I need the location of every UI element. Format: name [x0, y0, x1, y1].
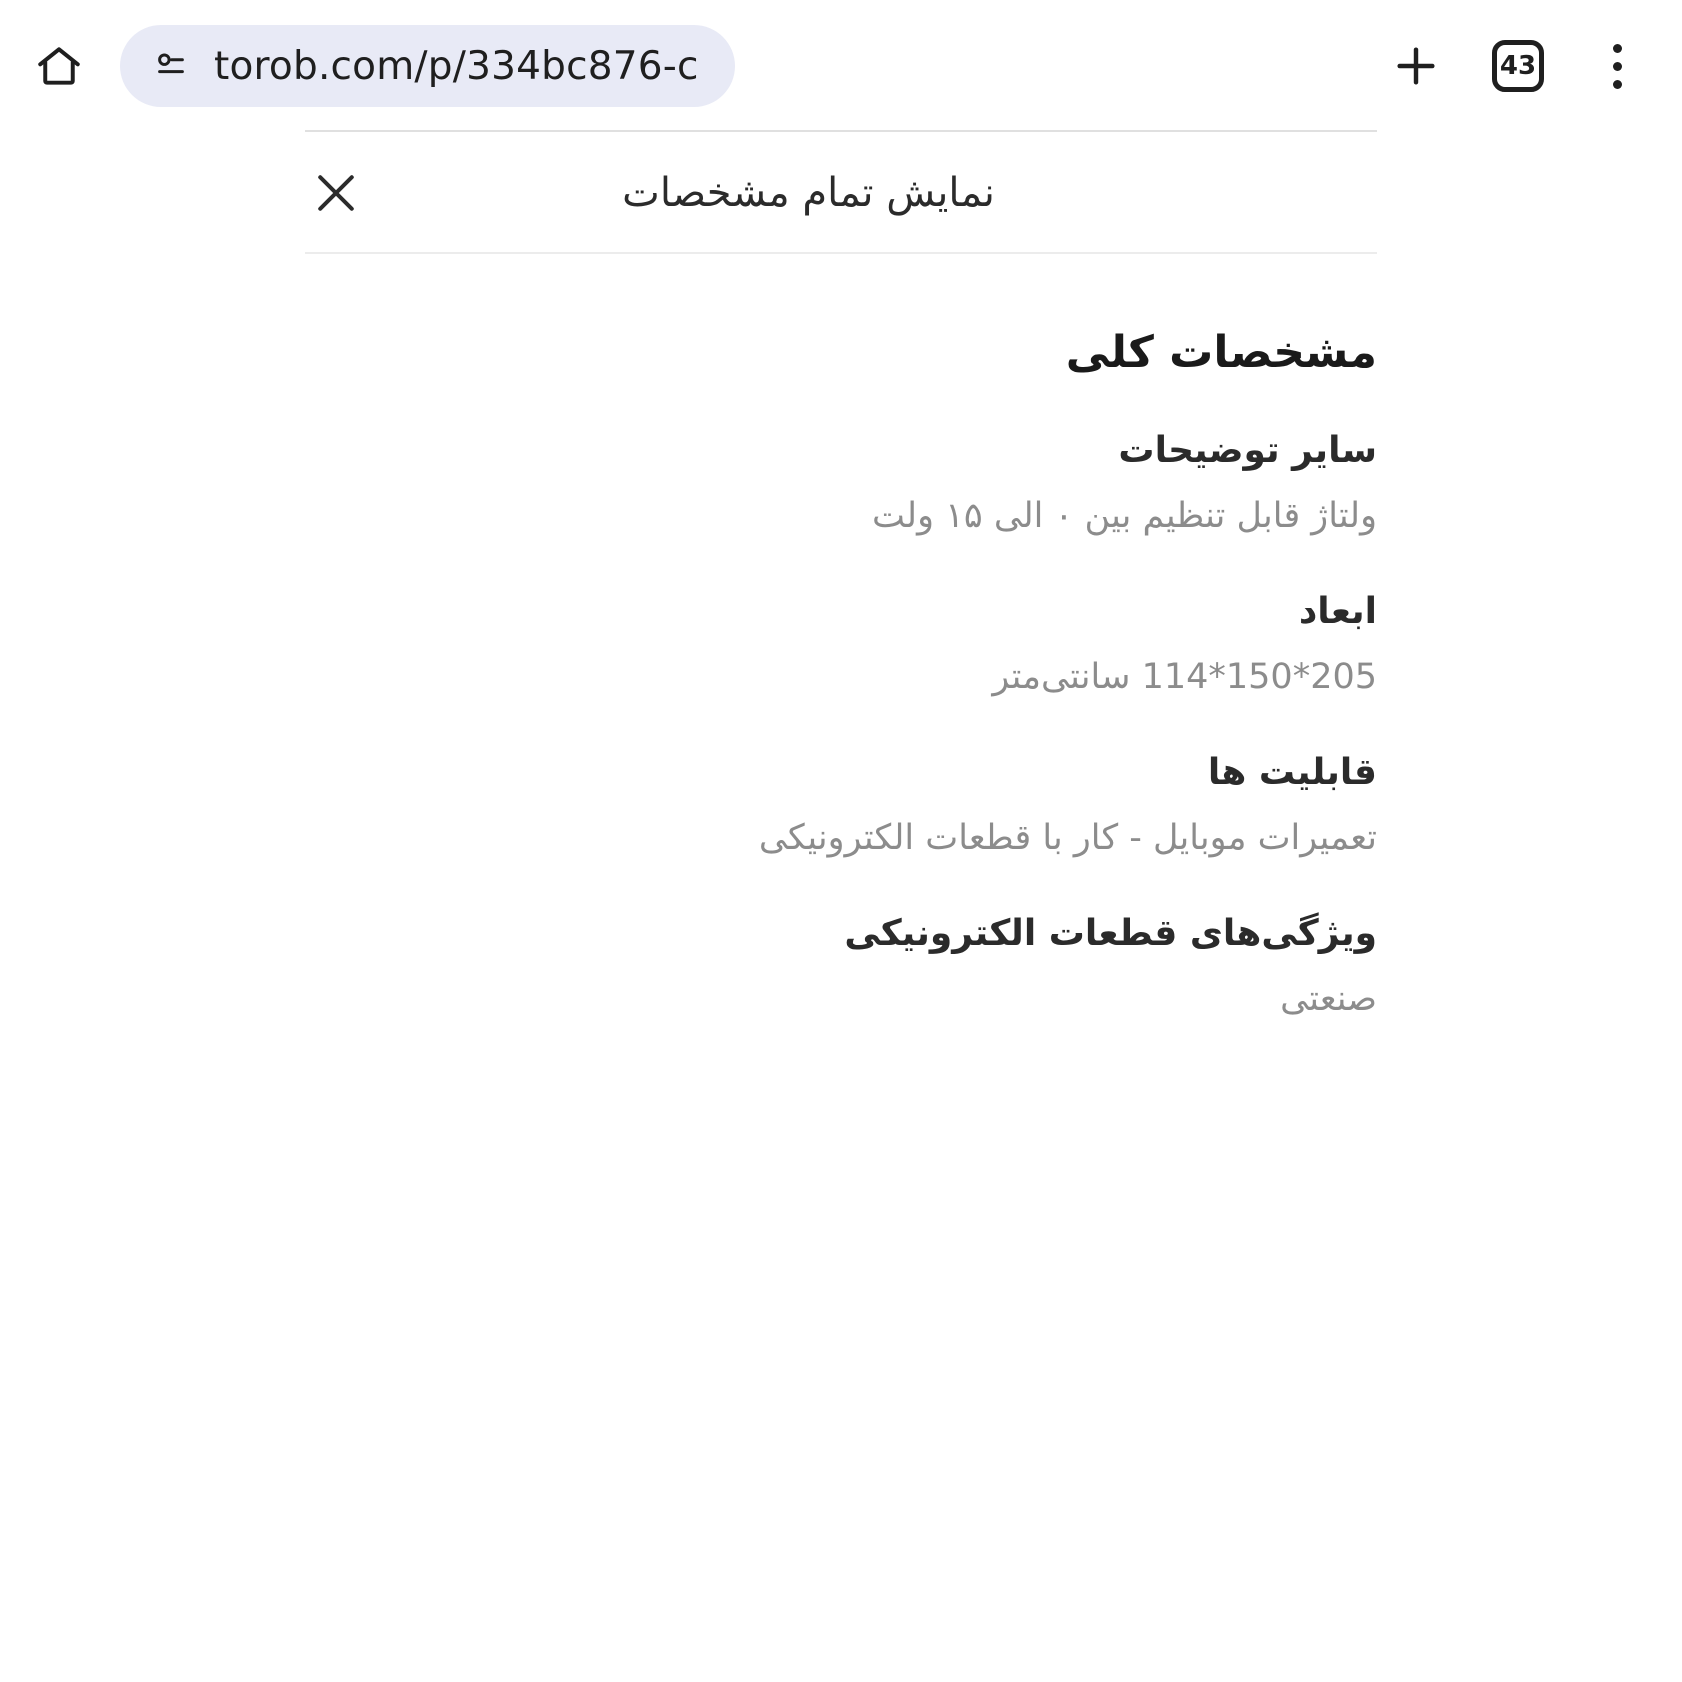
tab-count-square: [1492, 40, 1544, 92]
browser-toolbar: [0, 0, 1682, 132]
spec-key: ویژگی‌های قطعات الکترونیکی: [844, 913, 1377, 955]
spec-key: ابعاد: [1298, 591, 1377, 633]
spec-key: قابلیت ها: [1207, 752, 1377, 794]
menu-dots: [1613, 44, 1622, 89]
toolbar-actions: [1368, 27, 1662, 105]
spec-key: سایر توضیحات: [1118, 430, 1377, 472]
close-icon[interactable]: [305, 162, 367, 224]
spec-value: 205*150*114 سانتی‌متر: [992, 656, 1377, 697]
url-text: torob.com/p/334bc876-c: [214, 43, 699, 89]
specs-section-title: مشخصات کلی: [1065, 327, 1377, 378]
spec-row: [305, 588, 1377, 703]
tab-switcher-button[interactable]: [1470, 27, 1566, 105]
home-icon[interactable]: [20, 27, 98, 105]
spec-row: [305, 749, 1377, 864]
modal-header-divider: [305, 252, 1377, 254]
modal-title: نمایش تمام مشخصات: [622, 170, 995, 216]
page-content: [0, 132, 1682, 1026]
spec-row: [305, 427, 1377, 542]
tab-count-label: 43: [1499, 51, 1537, 81]
specs-list: [0, 324, 1682, 1026]
new-tab-button[interactable]: [1368, 27, 1464, 105]
spec-value: تعمیرات موبایل - کار با قطعات الکترونیکی: [758, 817, 1377, 858]
modal-header: [0, 132, 1682, 254]
address-bar[interactable]: [120, 25, 735, 107]
spec-value: صنعتی: [1280, 979, 1377, 1020]
spec-value: ولتاژ قابل تنظیم بین ۰ الی ۱۵ ولت: [872, 495, 1377, 536]
page-info-icon[interactable]: [150, 45, 192, 87]
more-vertical-icon[interactable]: [1572, 27, 1662, 105]
spec-row: [305, 910, 1377, 1025]
